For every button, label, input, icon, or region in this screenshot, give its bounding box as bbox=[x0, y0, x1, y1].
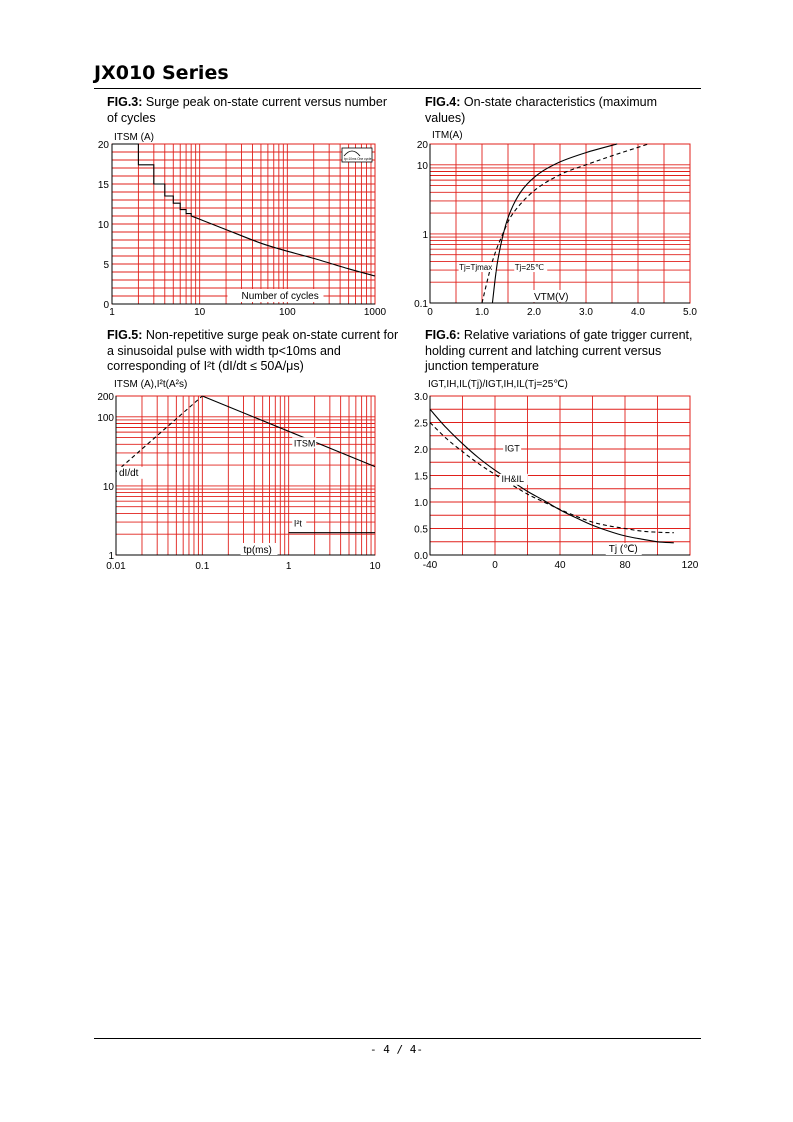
fig6-annotation-igt: IGT bbox=[504, 443, 520, 454]
fig4-x-tick-label: 5.0 bbox=[683, 307, 697, 318]
fig3-x-tick-label: 100 bbox=[278, 307, 296, 318]
document-title: JX010 Series bbox=[94, 62, 229, 84]
fig6-y-tick-label: 0.0 bbox=[414, 551, 428, 562]
fig6-x-tick-label: 80 bbox=[619, 560, 631, 571]
fig3-x-tick-label: 1000 bbox=[363, 307, 387, 318]
fig4-x-tick-label: 2.0 bbox=[527, 307, 541, 318]
fig6-x-axis-label: Tj (℃) bbox=[608, 544, 638, 555]
fig6-y-axis-label: IGT,IH,IL(Tj)/IGT,IH,IL(Tj=25℃) bbox=[428, 379, 568, 390]
fig6-x-tick-label: 0 bbox=[492, 560, 498, 571]
fig3-x-axis-label: Number of cycles bbox=[241, 291, 319, 302]
fig4-y-tick-label: 0.1 bbox=[414, 299, 428, 310]
fig4-x-tick-label: 3.0 bbox=[579, 307, 593, 318]
fig4-caption-label: FIG.4: bbox=[425, 95, 461, 109]
fig3-y-axis-label: ITSM (A) bbox=[114, 132, 154, 143]
fig5-y-tick-label: 200 bbox=[97, 392, 114, 403]
fig3-x-tick-label: 10 bbox=[194, 307, 206, 318]
fig5-x-tick-label: 0.01 bbox=[106, 561, 126, 572]
fig6-y-tick-label: 2.5 bbox=[414, 418, 428, 430]
fig3-y-tick-label: 0 bbox=[103, 300, 109, 311]
fig5-y-axis-label: ITSM (A),I²t(A²s) bbox=[114, 379, 188, 390]
fig6-caption-text: Relative variations of gate trigger current, holding current and latching current versus junction temperature bbox=[425, 328, 693, 373]
fig6-series-igt-line bbox=[430, 409, 674, 543]
fig3-caption-label: FIG.3: bbox=[107, 95, 143, 109]
fig6-y-tick-label: 3.0 bbox=[414, 392, 428, 403]
fig4-x-tick-label: 0 bbox=[427, 307, 433, 318]
fig3-y-tick-label: 20 bbox=[97, 140, 109, 151]
fig4-y-axis-label: ITM(A) bbox=[432, 130, 463, 141]
fig5-y-tick-label: 1 bbox=[108, 551, 114, 562]
fig6-caption-label: FIG.6: bbox=[425, 328, 461, 342]
footer-rule bbox=[94, 1038, 701, 1039]
fig6-y-tick-label: 1.0 bbox=[414, 498, 428, 509]
fig4-caption-text: On-state characteristics (maximum values) bbox=[425, 95, 658, 125]
fig5-x-tick-label: 0.1 bbox=[195, 561, 210, 572]
page-number: - 4 / 4- bbox=[370, 1043, 423, 1056]
fig5-x-tick-label: 10 bbox=[369, 561, 381, 572]
fig6-x-tick-label: -40 bbox=[422, 560, 438, 571]
fig5-annotation-i2t: I²t bbox=[293, 518, 302, 529]
fig3-inset-label: tp=10ms One cycle bbox=[344, 157, 372, 161]
fig5-x-tick-label: 1 bbox=[285, 561, 292, 572]
fig4-y-tick-label: 1 bbox=[422, 229, 428, 241]
fig6-y-tick-label: 1.5 bbox=[414, 471, 428, 483]
fig3-y-tick-label: 5 bbox=[103, 260, 109, 271]
fig4-annotation-tjmax: Tj=Tjmax bbox=[459, 263, 493, 273]
fig5-annotation-itsm: ITSM bbox=[293, 438, 316, 449]
fig4-x-axis-label: VTM(V) bbox=[534, 292, 569, 303]
fig6-annotation-ih-il: IH&IL bbox=[501, 473, 525, 484]
fig6-y-tick-label: 2.0 bbox=[414, 445, 428, 456]
fig3-x-tick-label: 1 bbox=[109, 307, 115, 318]
fig5-annotation-didt: dI/dt bbox=[119, 467, 139, 479]
fig5-y-tick-label: 10 bbox=[102, 481, 114, 493]
fig4-x-tick-label: 1.0 bbox=[475, 307, 489, 318]
fig3-y-tick-label: 10 bbox=[97, 220, 109, 231]
fig6-y-tick-label: 0.5 bbox=[414, 524, 428, 536]
fig6-x-tick-label: 120 bbox=[681, 560, 699, 571]
fig5-caption-text: Non-repetitive surge peak on-state current for a sinusoidal pulse with width tp<10ms and corresponding of I²t (dI/dt ≤ 50A/μs) bbox=[107, 328, 399, 373]
fig5-y-tick-label: 100 bbox=[97, 412, 114, 424]
fig3-y-tick-label: 15 bbox=[97, 180, 109, 191]
fig3-caption-text: Surge peak on-state current versus number of cycles bbox=[107, 95, 388, 125]
fig4-y-tick-label: 10 bbox=[416, 160, 428, 172]
fig5-caption-label: FIG.5: bbox=[107, 328, 143, 342]
fig4-annotation-tj25: Tj=25℃ bbox=[514, 263, 544, 273]
fig5-x-axis-label: tp(ms) bbox=[243, 545, 272, 556]
fig6-x-tick-label: 40 bbox=[554, 560, 566, 571]
fig6-series-ih-il-line bbox=[430, 423, 674, 533]
fig4-x-tick-label: 4.0 bbox=[631, 307, 645, 318]
fig4-y-tick-label: 20 bbox=[416, 140, 428, 151]
